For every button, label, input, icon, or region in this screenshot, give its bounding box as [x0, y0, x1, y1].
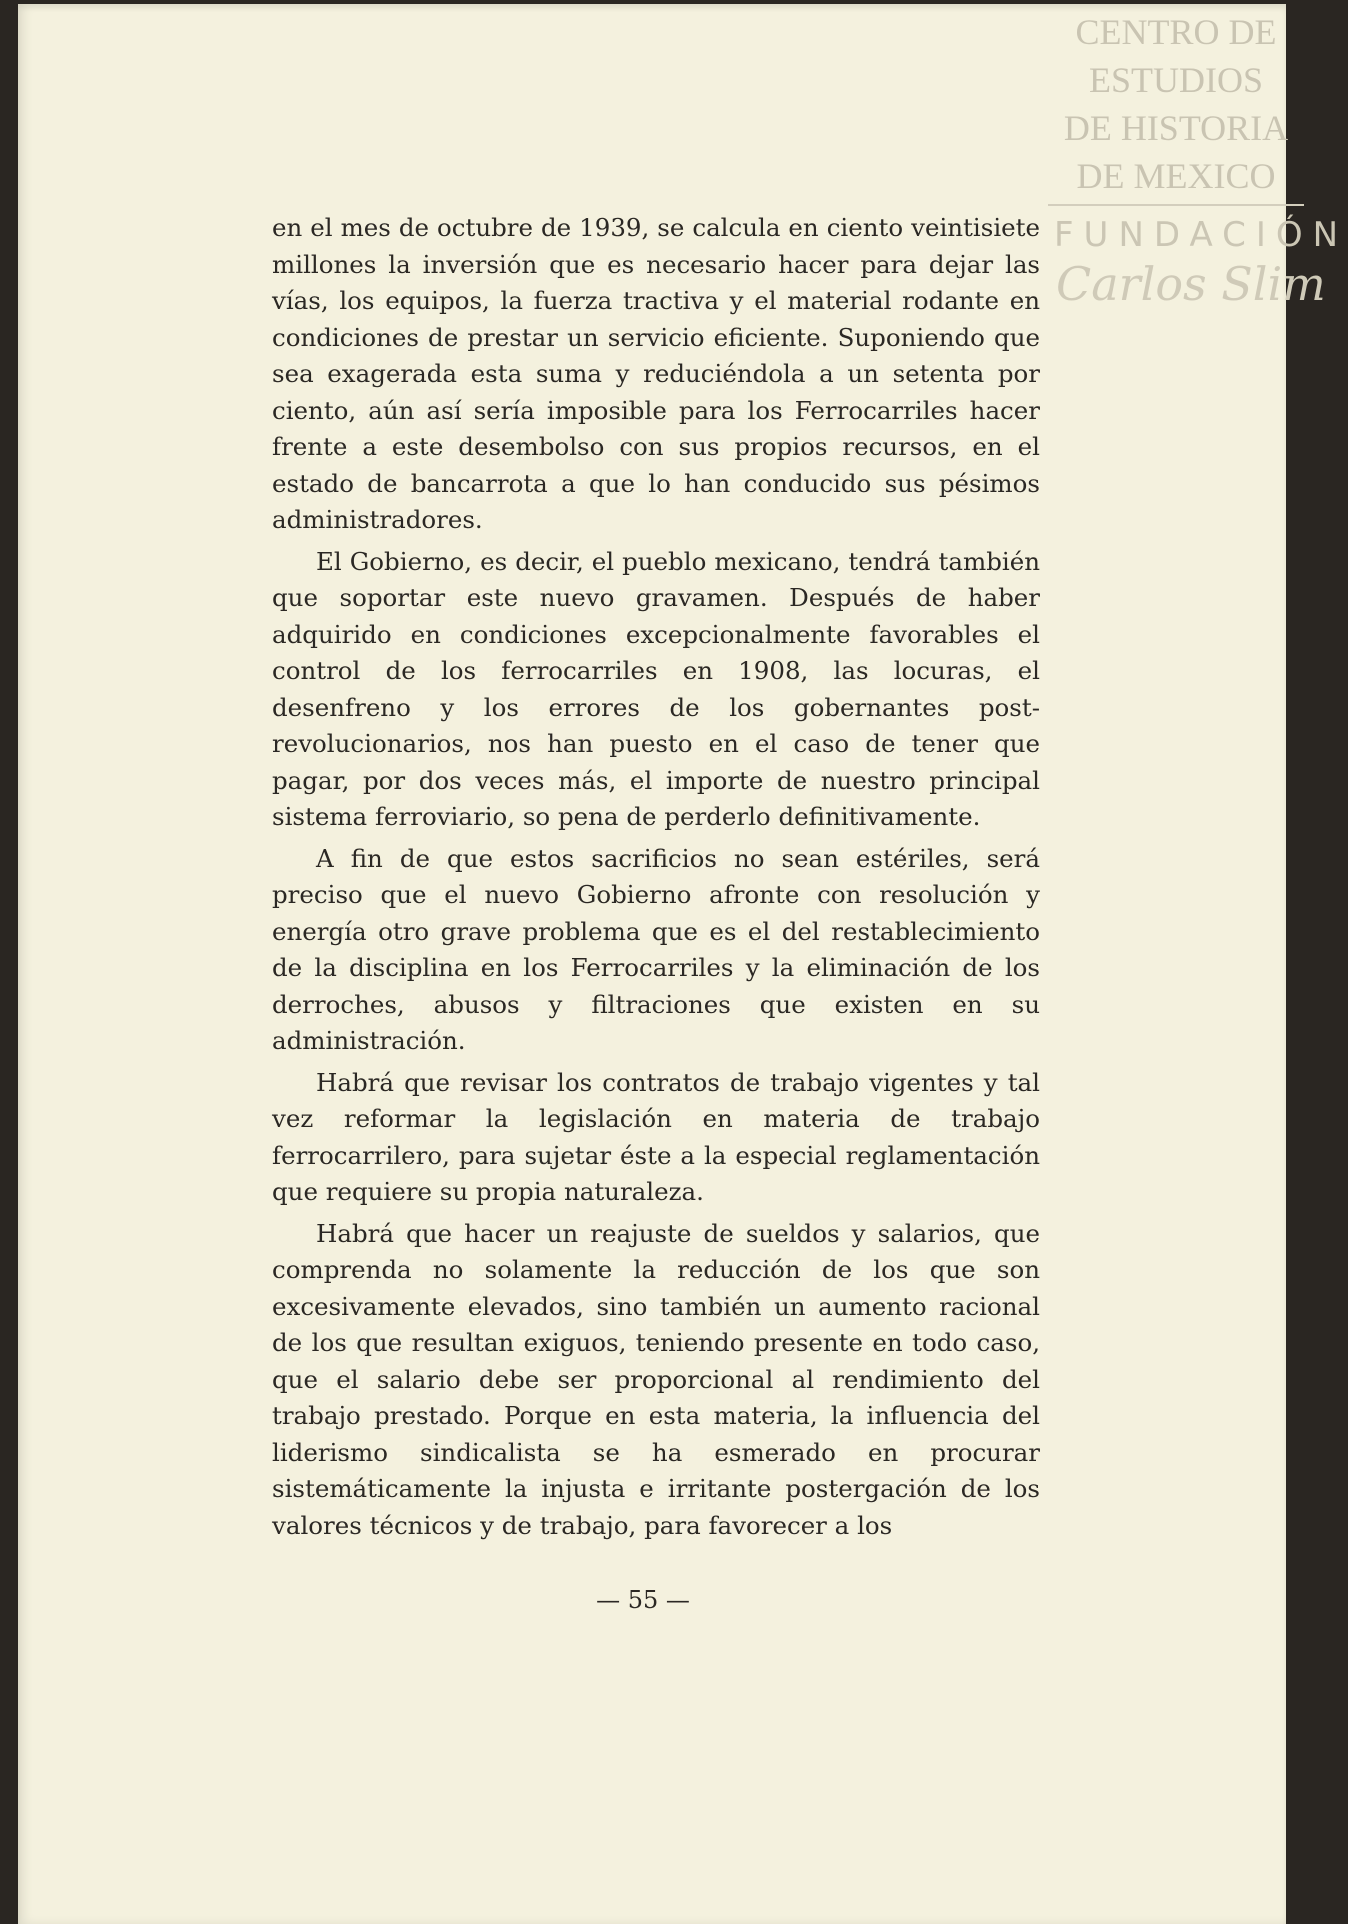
paragraph: Habrá que hacer un reajuste de sueldos y salarios, que comprenda no solamente la reducción de los que son excesivamente elevados, sino también un aumento racional de los que resultan exiguos, teniendo presente en todo caso, que el salario debe ser proporcional al rendimiento del trabajo prestado. Porque en esta materia, la influencia del liderismo sindicalista se ha esmerado en procurar sistemáticamente la injusta e irritante postergación de los valores técnicos y de trabajo, para favorecer a los	[272, 1218, 1040, 1540]
paragraph: Habrá que revisar los contratos de trabajo vigentes y tal vez reformar la legislación en materia de trabajo ferrocarrilero, para sujetar éste a la especial reglamentación que requiere su propia naturaleza.	[272, 1067, 1040, 1206]
paragraph: en el mes de octubre de 1939, se calcula en ciento veintisiete millones la inversión que es necesario hacer para dejar las vías, los equipos, la fuerza tractiva y el material rodante en condiciones de prestar un servicio eficiente. Suponiendo que sea exagerada esta suma y reduciéndola a un setenta por ciento, aún así sería imposible para los Ferrocarriles hacer frente a este desembolso con sus propios recursos, en el estado de bancarrota a que lo han conducido sus pésimos administradores.	[272, 213, 1040, 534]
watermark-line: DE MEXICO	[1076, 156, 1276, 196]
watermark-line: DE HISTORIA	[1063, 108, 1289, 148]
paragraph: El Gobierno, es decir, el pueblo mexicano, tendrá también que soportar este nuevo gravamen. Después de haber adquirido en condiciones excepcionalmente favorables el control de los ferrocarriles en 1908, las locuras, el desenfreno y los errores de los gobernantes post-revolucionarios, nos han puesto en el caso de tener que pagar, por dos veces más, el importe de nuestro principal sistema ferroviario, so pena de perderlo definitivamente.	[272, 546, 1040, 831]
page-number: — 55 —	[596, 1586, 690, 1614]
watermark-divider	[1048, 204, 1304, 206]
watermark-foundation: FUNDACIÓN	[1054, 215, 1348, 255]
body-text	[272, 210, 1040, 1549]
watermark-line: ESTUDIOS	[1088, 60, 1263, 100]
paragraph: A fin de que estos sacrificios no sean estériles, será preciso que el nuevo Gobierno afronte con resolución y energía otro grave problema que es el del restablecimiento de la disciplina en los Ferrocarriles y la eliminación de los derroches, abusos y filtraciones que existen en su administración.	[272, 843, 1040, 1055]
watermark	[1048, 8, 1348, 311]
watermark-signature: Carlos Slim	[1056, 257, 1326, 311]
watermark-line: CENTRO DE	[1075, 12, 1277, 52]
document-page	[18, 4, 1348, 1924]
